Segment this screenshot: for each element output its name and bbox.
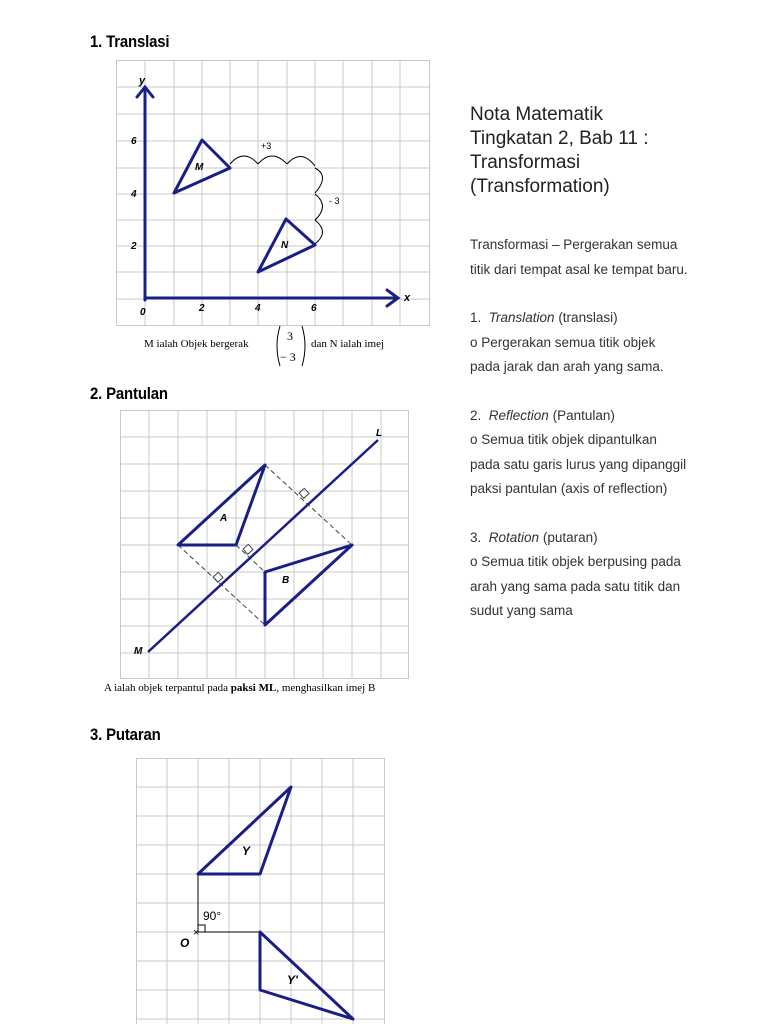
angle-label: 90°: [203, 909, 222, 923]
reflection-caption-post: , menghasilkan imej B: [276, 682, 376, 694]
axes: [137, 87, 398, 306]
x-tick-4: 4: [255, 303, 261, 314]
vector-bottom: − 3: [280, 350, 296, 364]
note-item-rotation-desc: o Semua titik objek berpusing pada arah yang sama pada satu titik dan sudut yang sama: [470, 554, 681, 618]
x-tick-0: 0: [140, 307, 146, 318]
y-tick-6: 6: [131, 136, 137, 147]
reflection-caption-bold: paksi ML: [230, 682, 277, 694]
reflection-caption: [104, 682, 375, 694]
note-item-translation: [470, 306, 688, 380]
section-title-pantulan: 2. Pantulan: [90, 384, 168, 403]
note-item-reflection-title: 2. Reflection (Pantulan): [470, 407, 615, 423]
vector-top: 3: [287, 329, 293, 343]
reflection-caption-pre: A ialah objek terpantul pada: [104, 682, 231, 694]
y-tick-4: 4: [131, 189, 137, 200]
label-a: A: [220, 513, 228, 524]
triangle-a: [178, 465, 265, 545]
note-item-rotation-title: 3. Rotation (putaran): [470, 529, 598, 545]
label-line-m: M: [134, 646, 143, 657]
translation-vector: [272, 324, 310, 368]
y-axis-label: y: [139, 75, 146, 87]
origin-cross: ×: [193, 927, 200, 939]
translation-caption-end: [311, 338, 384, 350]
triangle-b: [265, 545, 352, 625]
notes-column: [470, 103, 688, 624]
note-item-rotation: [470, 526, 688, 624]
y-tick-2: 2: [131, 241, 137, 252]
rotation-figure: [136, 758, 386, 1024]
section-title-translasi: 1. Translasi: [90, 32, 170, 51]
note-item-translation-title: 1. Translation (translasi): [470, 310, 618, 325]
translation-caption-text: M ialah Objek bergerak: [144, 338, 249, 350]
label-y: Y: [242, 844, 251, 858]
x-tick-6: 6: [311, 303, 317, 314]
translation-caption: [144, 338, 249, 350]
reflection-figure: [120, 410, 410, 680]
label-y-prime: Y': [287, 973, 298, 987]
translation-figure: [116, 60, 432, 328]
origin-label: O: [180, 936, 190, 950]
note-item-reflection: [470, 404, 688, 502]
move-down-label: - 3: [329, 196, 340, 206]
x-tick-2: 2: [199, 303, 205, 314]
definition-text: Transformasi – Pergerakan semua titik dari tempat asal ke tempat baru.: [470, 237, 688, 277]
section-title-putaran: 3. Putaran: [90, 725, 161, 744]
note-item-translation-desc: o Pergerakan semua titik objek pada jarak dan arah yang sama.: [470, 334, 664, 374]
label-b: B: [282, 575, 290, 586]
move-right-label: +3: [261, 141, 272, 151]
x-axis-label: x: [404, 292, 411, 304]
movement-arcs: [230, 156, 323, 244]
translation-caption-end-text: dan N ialah imej: [311, 338, 385, 350]
label-m: M: [195, 162, 204, 173]
notes-heading: Nota Matematik Tingkatan 2, Bab 11 : Transformasi (Transformation): [470, 104, 649, 197]
grid: [116, 60, 430, 326]
label-line-l: L: [376, 428, 383, 439]
label-n: N: [281, 240, 289, 251]
triangle-y-prime: [260, 932, 353, 1019]
note-item-reflection-desc: o Semua titik objek dipantulkan pada satu garis lurus yang dipanggil paksi pantulan (axis of reflection): [470, 432, 687, 496]
triangle-y: [198, 787, 291, 874]
